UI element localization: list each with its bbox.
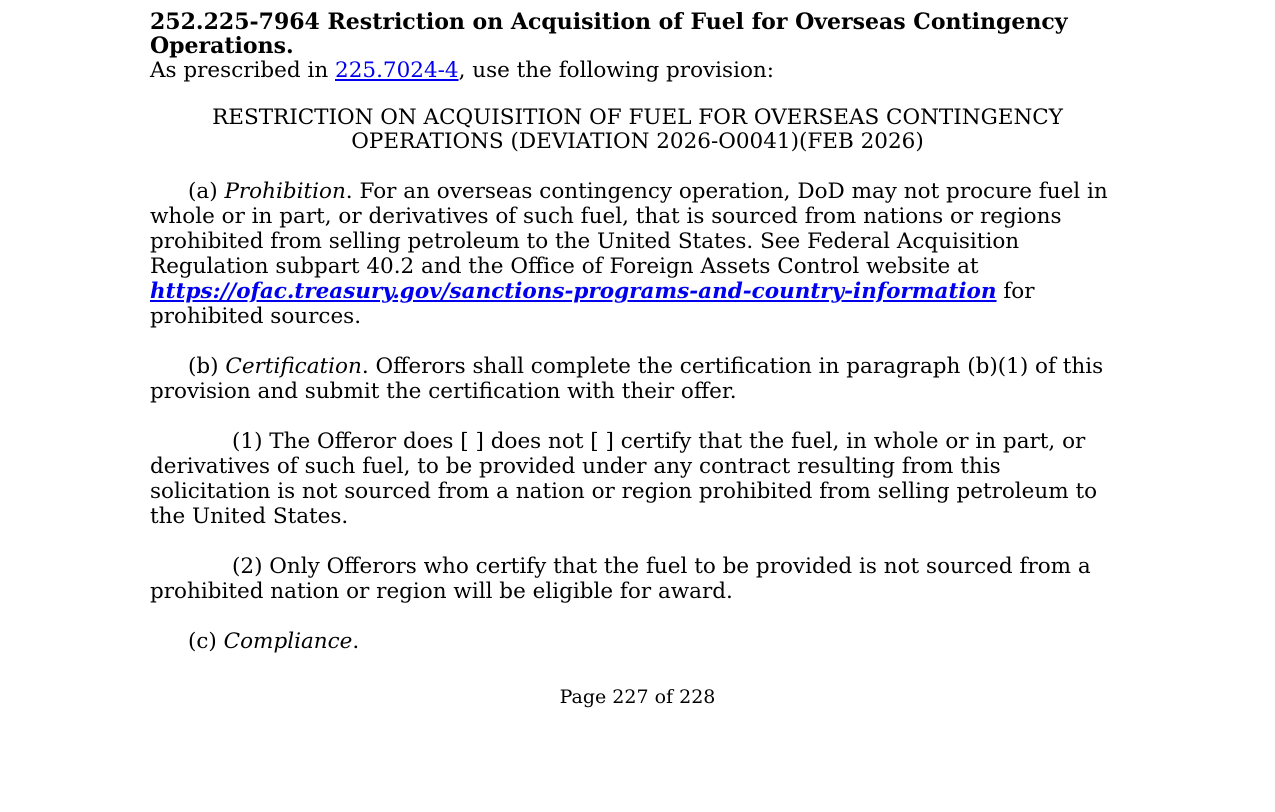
intro-before: As prescribed in	[150, 58, 336, 83]
paragraph-b-term: Certification	[225, 354, 362, 379]
section-heading: 252.225-7964 Restriction on Acquisition of Fuel for Overseas Contingency Operations.	[150, 9, 1068, 59]
provision-title-line2: OPERATIONS (DEVIATION 2026-O0041)(FEB 2026)	[351, 129, 924, 154]
paragraph-b-label: (b)	[188, 354, 226, 379]
paragraph-a-text-end: for prohibited sources.	[150, 279, 1035, 329]
paragraph-a-label: (a)	[188, 179, 225, 204]
section-reference-link[interactable]: 225.7024-4	[335, 58, 459, 83]
paragraph-b2: (2) Only Offerors who certify that the fuel to be provided is not sourced from a prohibited nation or region will be eligible for award.	[150, 554, 1091, 604]
paragraph-c-label: (c)	[188, 629, 224, 654]
ofac-website-link[interactable]: https://ofac.treasury.gov/sanctions-programs-and-country-information	[150, 279, 997, 304]
paragraph-c	[150, 629, 1125, 654]
paragraph-a-text: . For an overseas contingency operation, DoD may not procure fuel in whole or in part, or derivatives of such fuel, that is sourced from nations or regions prohibited from selling petroleum to the United States. See Federal Acquisition Regulation subpart 40.2 and the Office of Foreign Assets Control website at	[150, 179, 1108, 279]
document-page	[150, 10, 1125, 654]
paragraph-b	[150, 354, 1125, 404]
provision-title	[150, 106, 1125, 154]
intro-line	[150, 58, 1125, 83]
paragraph-b1: (1) The Offeror does [ ] does not [ ] certify that the fuel, in whole or in part, or derivatives of such fuel, to be provided under any contract resulting from this solicitation is not sourced from a nation or region prohibited from selling petroleum to the United States.	[150, 429, 1098, 529]
paragraph-b-text: . Offerors shall complete the certification in paragraph (b)(1) of this provision and submit the certification with their offer.	[150, 354, 1104, 404]
paragraph-a-term: Prohibition	[224, 179, 346, 204]
paragraph-c-text: .	[352, 629, 360, 654]
provision-title-line1: RESTRICTION ON ACQUISITION OF FUEL FOR OVERSEAS CONTINGENCY	[212, 105, 1063, 130]
paragraph-c-term: Compliance	[223, 629, 353, 654]
paragraph-a	[150, 179, 1125, 329]
intro-after: , use the following provision:	[458, 58, 774, 83]
page-number: Page 227 of 228	[559, 686, 716, 708]
